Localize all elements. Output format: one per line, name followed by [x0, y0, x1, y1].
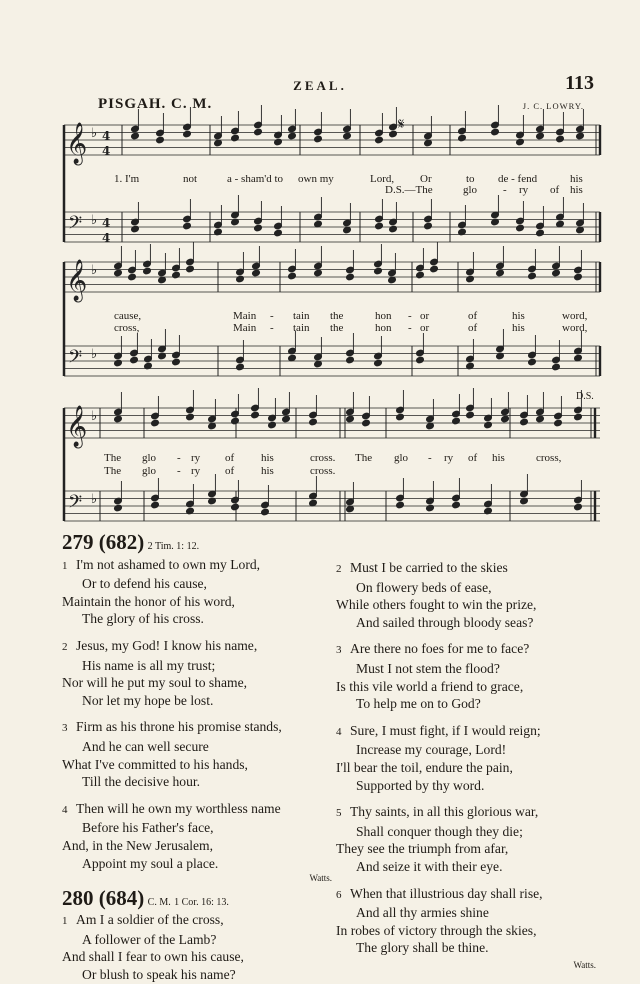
- note-head: [452, 417, 461, 425]
- stanza-line: [336, 759, 606, 777]
- note-head: [151, 501, 160, 509]
- page-number: 113: [565, 72, 594, 94]
- note-head: [556, 135, 565, 143]
- lyric-text: Or blush to speak his name?: [82, 967, 236, 983]
- stanza-line: [336, 559, 606, 579]
- lyric-text: Before his Father's face,: [82, 820, 214, 836]
- lyric-text: Firm as his throne his promise stands,: [76, 719, 282, 735]
- stanza-line: [336, 858, 606, 876]
- note-head: [516, 138, 525, 146]
- stanza-line: [336, 640, 606, 660]
- hymn-280-heading: [62, 885, 332, 912]
- note-head: [156, 136, 165, 144]
- lyric-text: Then will he own my worthless name: [76, 800, 281, 816]
- music-lyric: of: [225, 465, 235, 477]
- note-head: [491, 128, 500, 136]
- music-lyric: -: [428, 452, 432, 464]
- stanza-line: [62, 773, 332, 791]
- note-head: [254, 224, 263, 232]
- note-head: [130, 356, 139, 364]
- stanza-line: [336, 660, 606, 678]
- lyric-text: They see the triumph from afar,: [336, 841, 509, 857]
- note-head: [183, 222, 192, 230]
- note-head: [574, 273, 583, 281]
- time-signature: 4: [102, 216, 111, 230]
- note-head: [274, 229, 283, 237]
- note-head: [346, 273, 355, 281]
- hymn-number: 279 (682): [62, 530, 145, 554]
- note-head: [131, 132, 140, 140]
- lyric-text: In robes of victory through the skies,: [336, 922, 537, 938]
- stanza: [336, 803, 606, 875]
- note-head: [114, 359, 123, 367]
- stanza-line: [62, 948, 332, 966]
- note-head: [416, 356, 425, 364]
- stanza: [62, 800, 332, 872]
- lyric-text: The glory of his cross.: [82, 611, 204, 627]
- note-head: [261, 508, 270, 516]
- note-head: [424, 222, 433, 230]
- lyric-text: And seize it with their eye.: [356, 858, 503, 874]
- music-lyric: ry: [191, 452, 201, 464]
- lyric-text: Is this vile world a friend to grace,: [336, 678, 524, 694]
- verse-number: 1: [62, 559, 68, 572]
- music-lyric: not: [183, 173, 198, 185]
- note-head: [314, 135, 323, 143]
- stanza-line: [62, 837, 332, 855]
- music-lyric: Or: [420, 173, 432, 185]
- lyric-text: Jesus, my God! I know his name,: [76, 637, 258, 653]
- note-head: [430, 265, 439, 273]
- music-lyric: glo: [394, 452, 409, 464]
- note-head: [466, 275, 475, 283]
- lyric-text: Increase my courage, Lord!: [356, 742, 507, 758]
- music-lyric: glo: [142, 452, 157, 464]
- music-lyric: his: [492, 452, 505, 464]
- music-lyric: ry: [444, 452, 454, 464]
- music-lyric: his: [512, 322, 525, 334]
- note-head: [183, 130, 192, 138]
- music-lyric: the: [330, 310, 344, 322]
- music-lyric: to: [466, 173, 475, 185]
- stanza-line: [62, 738, 332, 756]
- note-head: [172, 358, 181, 366]
- music-lyric: -: [503, 184, 507, 196]
- hymn-280-column: [336, 559, 606, 974]
- music-lyric: the: [330, 322, 344, 334]
- stanza-line: [336, 885, 606, 905]
- note-head: [236, 363, 245, 371]
- verse-number: 4: [336, 725, 342, 738]
- note-head: [274, 138, 283, 146]
- note-head: [574, 413, 583, 421]
- lyric-text: The glory shall be thine.: [356, 940, 489, 956]
- lyric-text: Sure, I must fight, if I would reign;: [350, 722, 541, 738]
- music-lyric: ry: [191, 465, 201, 477]
- note-head: [396, 501, 405, 509]
- lyric-text: Must I not stem the flood?: [356, 660, 500, 676]
- note-head: [528, 358, 537, 366]
- flat-sign: ♭: [91, 409, 98, 424]
- note-head: [252, 269, 261, 277]
- music-lyric: glo: [463, 184, 478, 196]
- music-lyric: hon: [375, 322, 392, 334]
- note-head: [343, 132, 352, 140]
- music-lyric: a - sham'd to: [227, 173, 284, 185]
- bass-clef: 𝄢: [68, 492, 83, 517]
- stanza-line: [336, 678, 606, 696]
- lyric-text: And he can well secure: [82, 738, 209, 754]
- note-head: [389, 225, 398, 233]
- note-head: [552, 269, 561, 277]
- note-head: [236, 275, 245, 283]
- note-head: [520, 418, 529, 426]
- hymn-279-column: [62, 530, 332, 984]
- music-lyric: his: [512, 310, 525, 322]
- note-head: [231, 134, 240, 142]
- lyric-text: Are there no foes for me to face?: [350, 641, 530, 657]
- note-head: [516, 224, 525, 232]
- lyric-text: His name is all my trust;: [82, 657, 216, 673]
- note-head: [374, 359, 383, 367]
- music-lyric: tain: [293, 322, 310, 334]
- tune-name: PISGAH. C. M.: [98, 96, 213, 112]
- music-lyric: -: [177, 465, 181, 477]
- stanza: [62, 556, 332, 628]
- da-segno-mark: D.S.: [576, 391, 594, 402]
- note-head: [288, 272, 297, 280]
- stanza: [336, 885, 606, 957]
- stanza-line: [62, 819, 332, 837]
- stanza: [336, 640, 606, 712]
- note-head: [554, 419, 563, 427]
- note-head: [231, 503, 240, 511]
- note-head: [172, 271, 181, 279]
- stanza-line: [336, 823, 606, 841]
- lyric-text: I'm not ashamed to own my Lord,: [76, 556, 261, 572]
- time-signature: 4: [102, 129, 111, 143]
- music-lyric: his: [261, 465, 274, 477]
- stanza-line: [62, 556, 332, 576]
- note-head: [426, 504, 435, 512]
- stanza-line: [62, 657, 332, 675]
- music-lyric: cross.: [310, 465, 336, 477]
- music-lyric: own my: [298, 173, 334, 185]
- stanza-line: [62, 756, 332, 774]
- note-head: [466, 411, 475, 419]
- music-lyric: of: [550, 184, 560, 196]
- meter: C. M.: [147, 896, 171, 908]
- music-lyric: tain: [293, 310, 310, 322]
- note-head: [496, 269, 505, 277]
- lyric-text: And, in the New Jerusalem,: [62, 837, 214, 853]
- scripture-reference: 2 Tim. 1: 12.: [147, 541, 200, 552]
- music-lyric: his: [570, 173, 583, 185]
- music-lyric: of: [468, 322, 478, 334]
- stanza: [62, 911, 332, 983]
- music-lyric: The: [104, 465, 122, 477]
- stanza-line: [62, 911, 332, 931]
- note-head: [396, 413, 405, 421]
- stanza-line: [62, 610, 332, 628]
- segno-sign: 𝄋: [398, 115, 405, 133]
- lyric-text: To help me on to God?: [356, 696, 481, 712]
- verse-number: 5: [336, 807, 342, 820]
- note-head: [501, 415, 510, 423]
- note-head: [375, 136, 384, 144]
- verse-number: 2: [336, 563, 342, 575]
- note-head: [186, 413, 195, 421]
- bass-clef: 𝄢: [68, 347, 83, 372]
- lyric-text: And sailed through bloody seas?: [356, 614, 534, 630]
- verse-number: 4: [62, 803, 68, 816]
- stanza: [336, 559, 606, 631]
- note-head: [309, 418, 318, 426]
- note-head: [288, 132, 297, 140]
- note-head: [528, 272, 537, 280]
- stanza-line: [62, 593, 332, 611]
- flat-sign: ♭: [91, 347, 98, 362]
- lyric-text: Am I a soldier of the cross,: [76, 912, 224, 928]
- stanza: [62, 718, 332, 790]
- stanza-line: [62, 637, 332, 657]
- note-head: [346, 356, 355, 364]
- lyric-text: Nor will he put my soul to shame,: [62, 675, 248, 691]
- music-lyric: his: [261, 452, 274, 464]
- note-head: [574, 503, 583, 511]
- stanza-line: [336, 579, 606, 597]
- verse-number: 6: [336, 888, 342, 901]
- music-lyric: his: [570, 184, 583, 196]
- lyric-text: Supported by thy word.: [356, 777, 485, 793]
- treble-clef: 𝄞: [66, 260, 88, 301]
- note-head: [128, 273, 137, 281]
- flat-sign: ♭: [91, 263, 98, 278]
- note-head: [251, 411, 260, 419]
- music-lyric: The: [104, 452, 122, 464]
- composer: J. C. LOWRY.: [522, 101, 584, 111]
- verse-number: 3: [336, 644, 342, 657]
- music-lyric: ry: [519, 184, 529, 196]
- note-head: [268, 421, 277, 429]
- author-line: [336, 955, 606, 975]
- stanza: [62, 637, 332, 709]
- note-head: [416, 271, 425, 279]
- hymn-280-stanzas-right: [336, 559, 606, 957]
- note-head: [114, 415, 123, 423]
- verse-number: 3: [62, 722, 68, 735]
- note-head: [536, 132, 545, 140]
- note-head: [374, 267, 383, 275]
- stanza-line: [62, 931, 332, 949]
- flat-sign: ♭: [91, 492, 98, 507]
- music-lyric: glo: [142, 465, 157, 477]
- stanza-line: [62, 692, 332, 710]
- hymn-279-heading: [62, 530, 332, 556]
- note-head: [282, 415, 291, 423]
- music-lyric: cross.: [310, 452, 336, 464]
- note-head: [375, 222, 384, 230]
- music-lyric: of: [468, 310, 478, 322]
- stanza-line: [336, 741, 606, 759]
- lyric-text: Nor let my hope be lost.: [82, 692, 214, 708]
- lyric-text: Thy saints, in all this glorious war,: [350, 804, 539, 820]
- note-head: [536, 229, 545, 237]
- author: Watts.: [309, 873, 332, 884]
- music-lyric: cause,: [114, 310, 142, 322]
- lyric-text: What I've committed to his hands,: [62, 756, 248, 772]
- stanza-line: [336, 777, 606, 795]
- verse-number: 1: [62, 915, 68, 928]
- lyric-text: Maintain the honor of his word,: [62, 593, 235, 609]
- music-lyric: of: [225, 452, 235, 464]
- hymn-279-stanzas: [62, 556, 332, 873]
- stanza-line: [336, 803, 606, 823]
- music-lyric: -: [270, 310, 274, 322]
- music-lyric: Main: [233, 310, 257, 322]
- treble-clef: 𝄞: [66, 123, 88, 164]
- stanza-line: [336, 596, 606, 614]
- music-lyric: word,: [562, 322, 588, 334]
- music-lyric: Main: [233, 322, 257, 334]
- music-lyric: The: [355, 452, 373, 464]
- stanza-line: [62, 575, 332, 593]
- time-signature: 4: [102, 144, 111, 158]
- note-head: [362, 419, 371, 427]
- music-lyric: 1. I'm: [114, 173, 140, 185]
- stanza-line: [336, 695, 606, 713]
- treble-clef: 𝄞: [66, 406, 88, 447]
- lyric-text: On flowery beds of ease,: [356, 579, 492, 595]
- music-lyric: -: [270, 322, 274, 334]
- music-lyric: Lord,: [370, 173, 395, 185]
- lyric-text: Or to defend his cause,: [82, 576, 207, 592]
- note-head: [552, 363, 561, 371]
- stanza: [336, 722, 606, 794]
- stanza-line: [62, 800, 332, 820]
- note-head: [576, 132, 585, 140]
- note-head: [114, 504, 123, 512]
- note-head: [231, 417, 240, 425]
- note-head: [151, 419, 160, 427]
- lyric-text: A follower of the Lamb?: [82, 931, 217, 947]
- flat-sign: ♭: [91, 126, 98, 141]
- hymn-number: 280 (684): [62, 885, 145, 910]
- music-lyric: D.S.—The: [385, 184, 433, 196]
- verse-number: 2: [62, 640, 68, 653]
- note-head: [536, 415, 545, 423]
- time-signature: 4: [102, 231, 111, 245]
- note-head: [458, 134, 467, 142]
- lyric-text: Till the decisive hour.: [82, 774, 201, 790]
- lyric-text: While others fought to win the prize,: [336, 597, 537, 613]
- lyric-text: Shall conquer though they die;: [356, 823, 523, 839]
- music-lyric: -: [408, 322, 412, 334]
- note-head: [346, 415, 355, 423]
- note-head: [389, 130, 398, 138]
- bass-clef: 𝄢: [68, 213, 83, 238]
- music-lyric: or: [420, 310, 430, 322]
- stanza-line: [336, 922, 606, 940]
- stanza-line: [336, 614, 606, 632]
- stanza-line: [336, 904, 606, 922]
- scripture-reference: 1 Cor. 16: 13.: [174, 896, 229, 908]
- lyric-text: And all thy armies shine: [356, 905, 489, 921]
- lyric-text: I'll bear the toil, endure the pain,: [336, 759, 513, 775]
- note-head: [314, 269, 323, 277]
- music-lyric: hon: [375, 310, 392, 322]
- lyric-text: When that illustrious day shall rise,: [350, 885, 543, 901]
- lyric-text: Appoint my soul a place.: [82, 855, 219, 871]
- running-title: ZEAL.: [293, 78, 347, 93]
- stanza-line: [62, 966, 332, 984]
- music-lyric: -: [408, 310, 412, 322]
- note-head: [452, 501, 461, 509]
- music-lyric: cross,: [114, 322, 140, 334]
- lyric-text: Must I be carried to the skies: [350, 560, 508, 575]
- music-lyric: de - fend: [498, 173, 538, 185]
- note-head: [114, 269, 123, 277]
- author: Watts.: [573, 959, 596, 970]
- stanza-line: [336, 722, 606, 742]
- hymn-280-stanzas-left: [62, 911, 332, 983]
- music-lyric: of: [468, 452, 478, 464]
- music-lyric: cross,: [536, 452, 562, 464]
- music-lyric: word,: [562, 310, 588, 322]
- flat-sign: ♭: [91, 213, 98, 228]
- note-head: [131, 225, 140, 233]
- music-lyric: -: [177, 452, 181, 464]
- lyric-text: And shall I fear to own his cause,: [62, 949, 244, 965]
- stanza-line: [62, 674, 332, 692]
- music-lyric: or: [420, 322, 430, 334]
- note-head: [484, 421, 493, 429]
- stanza-line: [62, 718, 332, 738]
- note-head: [186, 265, 195, 273]
- note-head: [143, 267, 152, 275]
- note-head: [254, 128, 263, 136]
- stanza-line: [336, 840, 606, 858]
